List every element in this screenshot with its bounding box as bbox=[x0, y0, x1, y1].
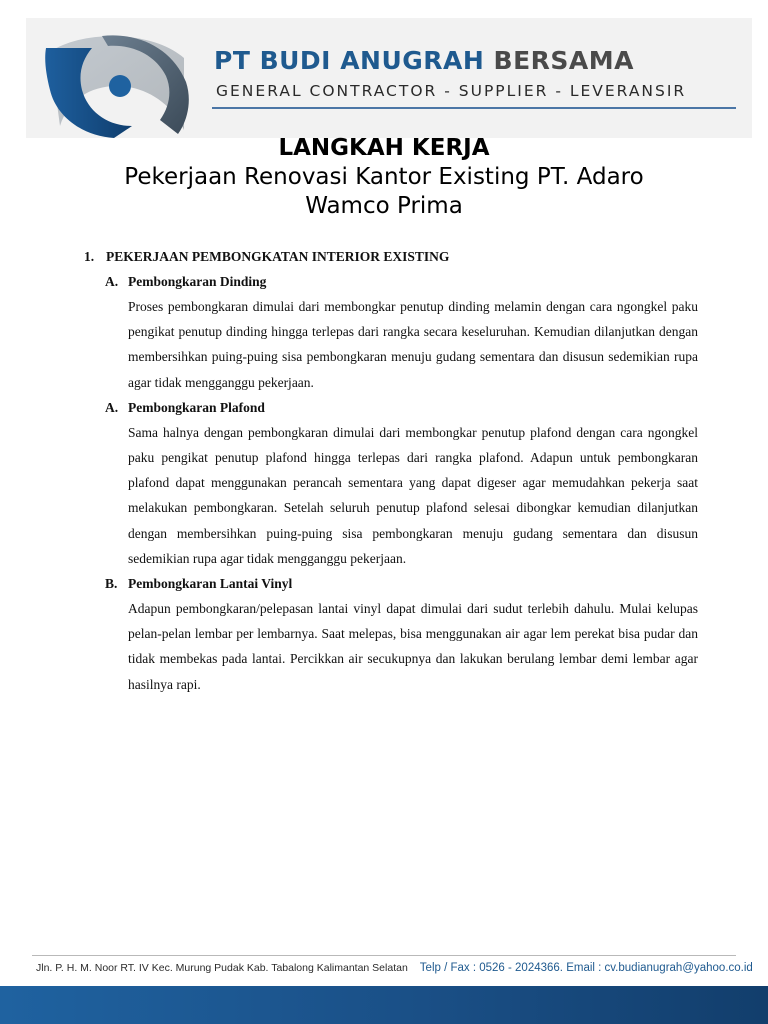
section-title: PEKERJAAN PEMBONGKATAN INTERIOR EXISTING bbox=[106, 249, 450, 264]
item-heading bbox=[0, 269, 768, 294]
company-name bbox=[214, 46, 634, 75]
footer-contact: Telp / Fax : 0526 - 2024366. Email : cv.budianugrah@yahoo.co.id bbox=[419, 962, 753, 974]
item-title: Pembongkaran Dinding bbox=[128, 274, 267, 289]
item-title: Pembongkaran Plafond bbox=[128, 399, 265, 415]
footer-divider bbox=[32, 955, 736, 956]
item-heading bbox=[0, 571, 768, 596]
item-letter: B. bbox=[105, 576, 118, 592]
item-paragraph: Adapun pembongkaran/pelepasan lantai vinyl dapat dimulai dari sudut terlebih dahulu. Mulai kelupas pelan-pelan lembar per lembarnya. Saat melepas, bisa menggunakan air agar lem perekat bisa pudar dan tidak membekas pada lantai. Percikkan air secukupnya dan lakukan berulang lembar demi lembar agar hasilnya rapi. bbox=[128, 601, 698, 692]
section-item bbox=[0, 395, 768, 571]
company-name-primary: PT BUDI ANUGRAH bbox=[214, 46, 485, 75]
document-body bbox=[0, 244, 768, 697]
footer-bar bbox=[0, 986, 768, 1024]
section-item bbox=[0, 571, 768, 697]
company-logo-icon bbox=[42, 30, 192, 140]
footer-address: Jln. P. H. M. Noor RT. IV Kec. Murung Pudak Kab. Tabalong Kalimantan Selatan bbox=[36, 962, 408, 974]
footer-info bbox=[36, 962, 753, 974]
item-paragraph: Sama halnya dengan pembongkaran dimulai dari membongkar penutup plafond dengan cara ngongkel paku pengikat penutup plafond hingga terlepas dari rangka plafond. Adapun untuk pembongkaran plafond dapat menggunakan perancah sementara yang dapat digeser agar memudahkan pekerja saat melakukan pembongkaran. Setelah seluruh penutup plafond selesai dibongkar kemudian dilanjutkan dengan membersihkan puing-puing sisa pembongkaran menuju gudang sementara dan disusun sedemikian rupa agar tidak mengganggu pekerjaan. bbox=[128, 424, 698, 566]
item-title: Pembongkaran Lantai Vinyl bbox=[128, 576, 293, 592]
company-name-secondary: BERSAMA bbox=[493, 46, 634, 75]
item-letter: A. bbox=[105, 274, 119, 289]
section-heading bbox=[0, 244, 768, 269]
header-divider bbox=[212, 107, 736, 109]
section-item bbox=[0, 269, 768, 395]
item-letter: A. bbox=[105, 399, 119, 415]
item-heading bbox=[0, 395, 768, 420]
section-number: 1. bbox=[84, 249, 95, 264]
company-tagline: GENERAL CONTRACTOR - SUPPLIER - LEVERANSIR bbox=[216, 82, 687, 100]
document-subtitle: Pekerjaan Renovasi Kantor Existing PT. Adaro Wamco Prima bbox=[124, 164, 644, 219]
item-paragraph: Proses pembongkaran dimulai dari membongkar penutup dinding melamin dengan cara ngongkel paku pengikat penutup dinding hingga terlepas dari rangka secara keseluruhan. Kemudian dilanjutkan dengan membersihkan puing-puing sisa pembongkaran menuju gudang sementara dan disusun sedemikian rupa agar tidak mengganggu pekerjaan. bbox=[128, 299, 698, 390]
document-title: LANGKAH KERJA bbox=[278, 135, 490, 161]
